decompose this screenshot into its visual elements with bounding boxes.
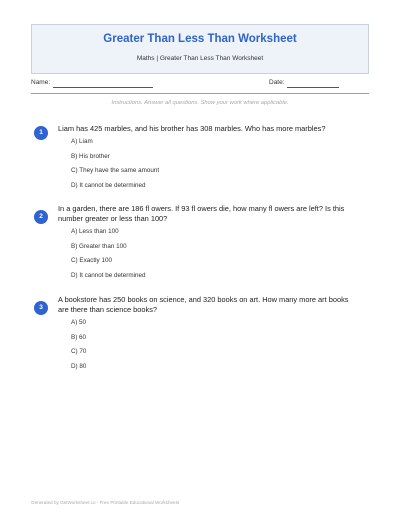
worksheet-title: Greater Than Less Than Worksheet: [103, 33, 297, 45]
question-number-badge: 3: [34, 301, 48, 315]
question-text: In a garden, there are 186 fl owers. If 93 fl owers die, how many fl owers are left? Is this number greater or less than 100?: [58, 204, 345, 223]
question-number-badge: 2: [34, 210, 48, 224]
answer-option[interactable]: C) Exactly 100: [71, 257, 112, 264]
instructions: Instructions. Answer all questions. Show your work where applicable.: [111, 100, 289, 106]
name-date-row: [31, 79, 369, 91]
answer-option[interactable]: D) It cannot be determined: [71, 181, 146, 189]
footer-credit: Generated by GetWorksheet.co - Free Printable Educational Worksheets: [31, 500, 180, 505]
name-field[interactable]: [53, 87, 153, 88]
date-label: Date:: [269, 79, 285, 86]
question-text: Liam has 425 marbles, and his brother has 308 marbles. Who has more marbles?: [58, 124, 326, 133]
worksheet-header: [31, 24, 369, 74]
answer-option[interactable]: C) 70: [71, 348, 87, 355]
answer-option[interactable]: C) They have the same amount: [71, 167, 160, 174]
answer-option[interactable]: A) Liam: [71, 138, 93, 145]
divider: [31, 93, 369, 94]
name-label: Name:: [31, 79, 51, 86]
date-field[interactable]: [287, 87, 339, 88]
answer-option[interactable]: A) Less than 100: [71, 228, 119, 235]
answer-option[interactable]: B) 60: [71, 333, 87, 341]
question-number-badge: 1: [34, 126, 48, 140]
answer-option[interactable]: B) Greater than 100: [71, 242, 127, 250]
worksheet-subtitle: Maths | Greater Than Less Than Worksheet: [136, 55, 264, 62]
answer-option[interactable]: B) His brother: [71, 152, 110, 160]
answer-option[interactable]: D) 80: [71, 362, 87, 370]
answer-option[interactable]: D) It cannot be determined: [71, 271, 146, 279]
question-text: A bookstore has 250 books on science, and 320 books on art. How many more art books are there than science books?: [58, 295, 349, 314]
answer-option[interactable]: A) 50: [71, 319, 87, 326]
